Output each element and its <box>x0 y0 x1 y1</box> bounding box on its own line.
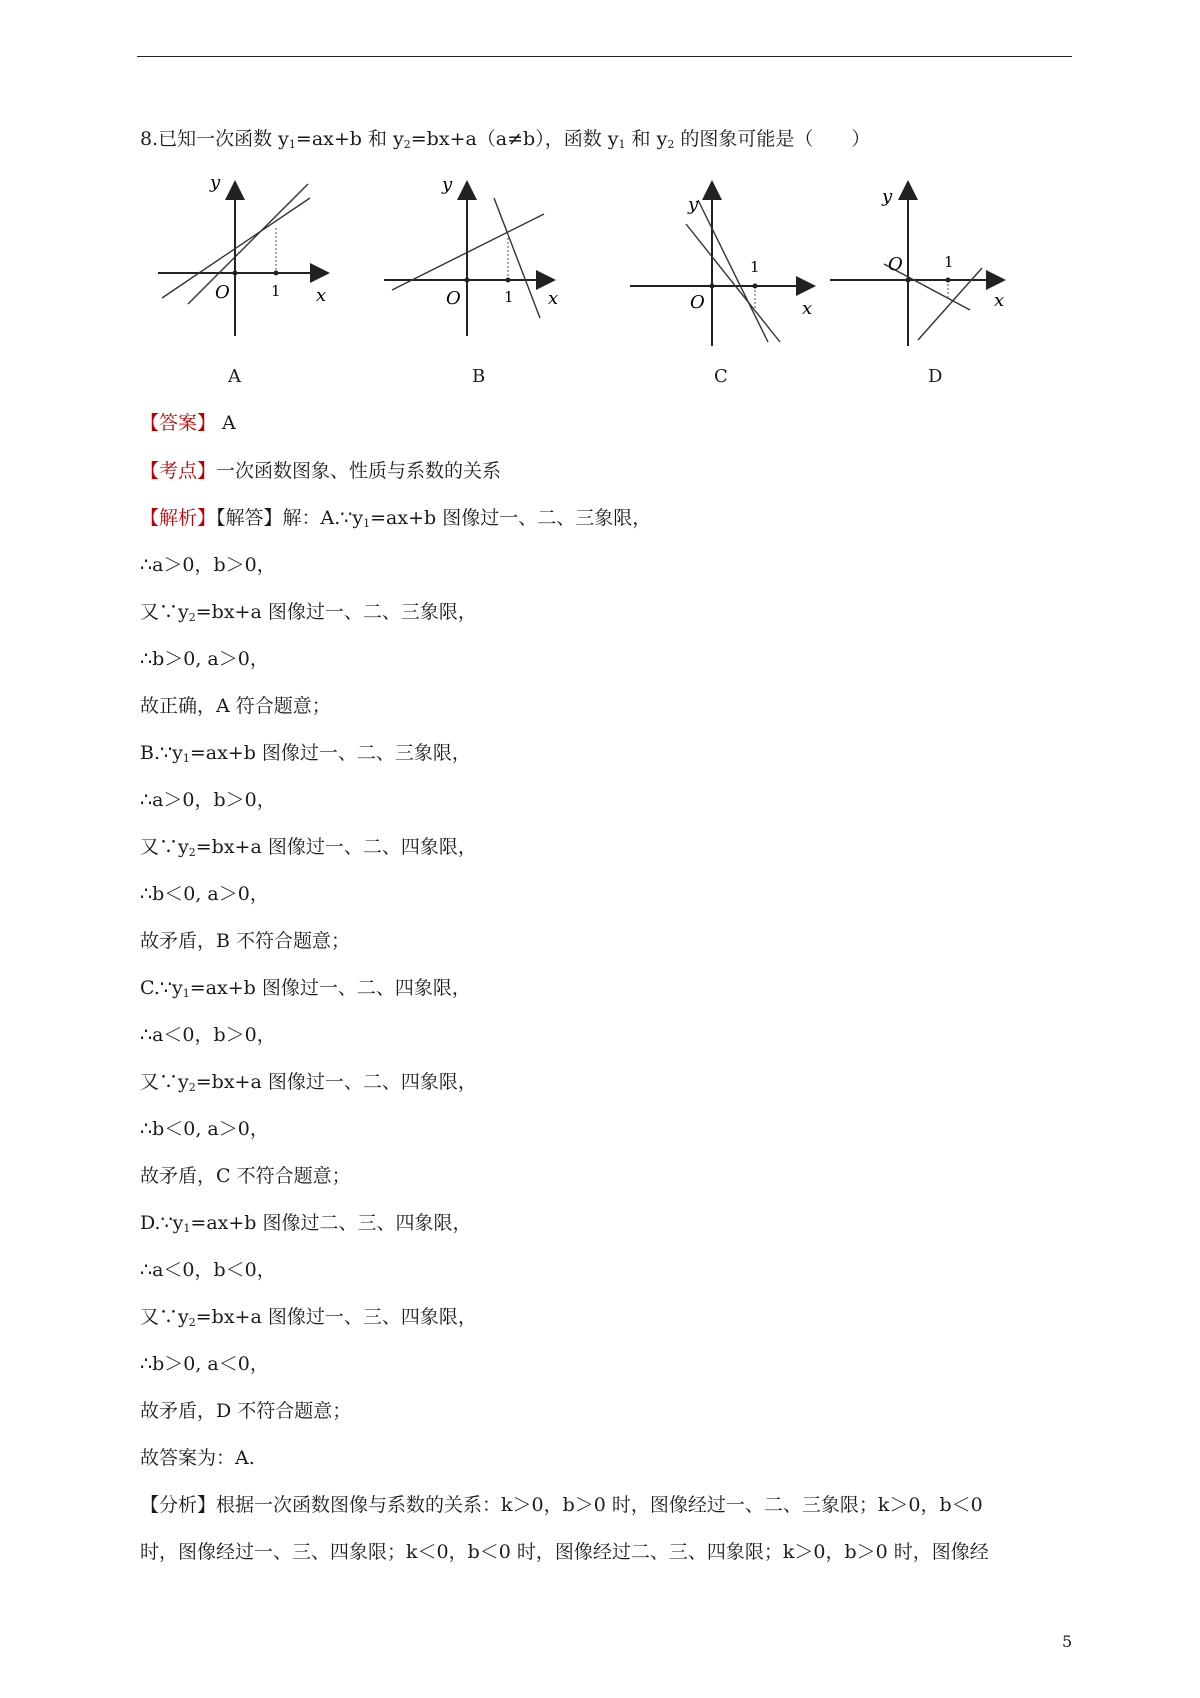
solution-line: 故矛盾，C 不符合题意； <box>140 1165 351 1187</box>
figure-a <box>158 172 338 340</box>
figure-label-d: D <box>928 366 943 387</box>
origin-label: O <box>690 292 705 313</box>
fenxi-line-1 <box>140 1492 983 1518</box>
kaodian-text: 一次函数图象、性质与系数的关系 <box>216 460 502 482</box>
sub: 2 <box>667 138 675 151</box>
axis-y-label: y <box>442 174 453 195</box>
solution-line: ∴a＞0，b＞0， <box>140 554 276 576</box>
page-number: 5 <box>1062 1632 1073 1651</box>
origin-label: O <box>446 288 461 309</box>
tick-label: 1 <box>504 288 514 306</box>
axis-x-label: x <box>548 288 559 309</box>
figure-label-a: A <box>228 366 241 387</box>
figure-label-c: C <box>714 366 728 387</box>
figure-b <box>384 176 564 340</box>
question-mid: =bx+a（a≠b），函数 y <box>410 128 619 150</box>
fenxi-line-2: 时，图像经过一、三、四象限；k＜0，b＜0 时，图像经过二、三、四象限；k＞0，b＞0 时，图像经 <box>140 1541 989 1563</box>
sub: 2 <box>403 138 411 151</box>
axis-x-label: x <box>316 285 327 306</box>
solution-line: ∴b＜0, a＞0， <box>140 1118 269 1140</box>
solution-line: ∴b＜0, a＞0， <box>140 883 269 905</box>
answer-text: A <box>216 412 236 434</box>
figure-d-graph <box>830 176 1010 346</box>
sub: 1 <box>618 138 626 151</box>
question-post: 的图象可能是（ ） <box>674 128 871 150</box>
solution-line: $B.\because y_1=ax+b$ 图像过一、二、三象限， <box>140 742 471 765</box>
solution-line: 又$\because y_2=bx+a$ 图像过一、三、四象限， <box>140 1306 477 1329</box>
tick-label: 1 <box>750 258 760 276</box>
fenxi-tag: 【分析】 <box>140 1494 217 1516</box>
axis-x-label: x <box>802 298 813 319</box>
figure-c-graph <box>630 176 820 346</box>
answer-tag: 【答案】 <box>140 412 217 434</box>
figure-label-b: B <box>472 366 486 387</box>
figure-b-graph <box>384 176 564 336</box>
jiexi-tag: 【解析】 <box>140 507 217 529</box>
answer-line <box>140 410 236 436</box>
solution-line: $C.\because y_1=ax+b$ 图像过一、二、四象限， <box>140 977 471 1000</box>
question-text <box>140 126 870 158</box>
jiexi-line <box>140 505 651 537</box>
fenxi-text-1: 根据一次函数图像与系数的关系：k＞0，b＞0 时，图像经过一、二、三象限；k＞0，b＜0 <box>216 1494 983 1516</box>
question-pre: 8.已知一次函数 y <box>140 128 289 150</box>
solution-line: 故矛盾，B 不符合题意； <box>140 930 351 952</box>
question-mid: 和 y <box>625 128 668 150</box>
axis-y-label: y <box>882 186 893 207</box>
solution-line: ∴b＞0, a＜0， <box>140 1353 269 1375</box>
jiexi-post: =ax+b 图像过一、二、三象限， <box>370 507 652 529</box>
kaodian-tag: 【考点】 <box>140 460 217 482</box>
header-rule <box>137 56 1072 57</box>
solution-line: ∴a＜0，b＞0， <box>140 1024 276 1046</box>
solution-line: ∴a＞0，b＞0， <box>140 789 276 811</box>
tick-label: 1 <box>944 253 954 271</box>
solution-line: 故矛盾，D 不符合题意； <box>140 1400 352 1422</box>
axis-y-label: y <box>688 194 699 215</box>
solution-line: ∴a＜0，b＜0， <box>140 1259 276 1281</box>
solution-line: ∴b＞0, a＞0， <box>140 648 269 670</box>
sub: 1 <box>363 517 371 530</box>
question-mid: =ax+b 和 y <box>295 128 404 150</box>
solution-line: 故答案为：A. <box>140 1447 255 1469</box>
solution-line: 又$\because y_2=bx+a$ 图像过一、二、三象限， <box>140 601 477 624</box>
origin-label: O <box>215 282 230 303</box>
axis-y-label: y <box>210 172 221 193</box>
figure-c <box>630 176 820 350</box>
jiexi-pre: 【解答】解：A.∵y <box>216 507 364 529</box>
axis-x-label: x <box>994 290 1005 311</box>
origin-label: O <box>888 254 903 275</box>
solution-line: 故正确，A 符合题意； <box>140 695 331 717</box>
tick-label: 1 <box>271 282 281 300</box>
solution-line: $D.\because y_1=ax+b$ 图像过二、三、四象限， <box>140 1212 472 1235</box>
sub: 1 <box>288 138 296 151</box>
figure-d <box>830 176 1010 350</box>
kaodian-line <box>140 458 501 484</box>
solution-line: 又$\because y_2=bx+a$ 图像过一、二、四象限， <box>140 836 477 859</box>
figure-a-graph <box>158 172 338 336</box>
solution-line: 又$\because y_2=bx+a$ 图像过一、二、四象限， <box>140 1071 477 1094</box>
